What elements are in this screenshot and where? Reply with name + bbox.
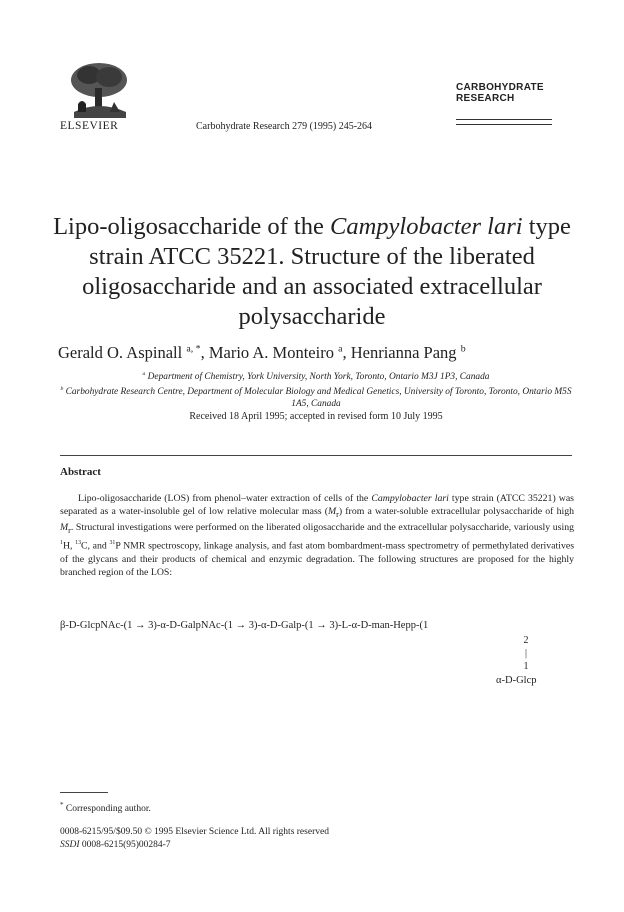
branch-sugar: α-D-Glcp	[496, 675, 537, 686]
author-1: Gerald O. Aspinall	[58, 343, 183, 362]
author-3-marks: b	[460, 343, 466, 355]
abstract-heading: Abstract	[60, 466, 101, 478]
title-part2: type strain ATCC 35221. Structure of the liberated oligosaccharide and an associated extracellular polysaccharide	[82, 213, 571, 330]
branch-position-1: 1	[523, 661, 529, 672]
copyright-block	[60, 826, 329, 852]
branch-bond: |	[524, 648, 527, 659]
abstract-rule	[60, 455, 572, 456]
journal-rule-second	[456, 124, 552, 125]
publisher-name: ELSEVIER	[60, 120, 119, 132]
affiliation-b: $^b$ Carbohydrate Research Centre, Department of Molecular Biology and Medical Genetics, University of Toronto, Toronto, Ontario M5S 1A5, Canada	[60, 386, 572, 410]
author-list: Gerald O. Aspinall $^{a, *}$, Mario A. Monteiro $^a$, Henrianna Pang $^b$	[58, 343, 466, 362]
article-title	[40, 212, 584, 332]
title-part1: Lipo-oligosaccharide of the	[53, 213, 330, 240]
affiliations	[60, 368, 572, 410]
copyright-line: 0008-6215/95/$09.50 © 1995 Elsevier Science Ltd. All rights reserved	[60, 827, 329, 837]
los-structure: β-D-GlcpNAc-(1 → 3)-α-D-GalpNAc-(1 → 3)-α-D-Galp-(1 → 3)-L-α-D-man-Hepp-(1	[60, 620, 429, 631]
footnote-rule	[60, 792, 108, 793]
journal-title-line1: CARBOHYDRATE	[456, 82, 544, 93]
author-3: Henrianna Pang	[350, 343, 457, 362]
author-2-marks: a	[338, 343, 343, 355]
journal-citation: Carbohydrate Research 279 (1995) 245-264	[196, 121, 373, 132]
elsevier-logo	[64, 60, 134, 118]
journal-title-line2: RESEARCH	[456, 93, 515, 104]
ssdi-line: SSDI 0008-6215(95)00284-7	[60, 840, 171, 850]
abstract-paragraph: Lipo-oligosaccharide (LOS) from phenol–water extraction of cells of the Campylobacter lari type strain (ATCC 35221) was separated as a water-insoluble gel of low relative molecular mass $(M_r)$ from a water-soluble extracellular polysaccharide of high $M_r$. Structural investigations were performed on the liberated oligosaccharide and the extracellular polysaccharide, variously using $^1$H, $^{13}$C, and $^{31}$P NMR spectroscopy, linkage analysis, and fast atom bombardment-mass spectrometry of permethylated derivatives of the glycans and their products of chemical and enzymic degradation. The following structures are proposed for the highly branched region of the LOS:	[60, 493, 575, 578]
branch-position-2: 2	[523, 635, 529, 646]
corresponding-author-note: * Corresponding author.	[60, 801, 151, 815]
abstract-body	[60, 492, 574, 579]
author-1-marks: a, *	[186, 343, 201, 355]
structure-branch	[519, 634, 533, 673]
affiliation-a: $^a$ Department of Chemistry, York University, North York, Toronto, Ontario M3J 1P3, Canada	[142, 371, 490, 383]
journal-title	[456, 82, 544, 104]
author-2: Mario A. Monteiro	[208, 343, 334, 362]
title-organism: Campylobacter lari	[329, 213, 523, 240]
received-dates: Received 18 April 1995; accepted in revised form 10 July 1995	[189, 411, 443, 422]
journal-rule	[456, 119, 552, 120]
